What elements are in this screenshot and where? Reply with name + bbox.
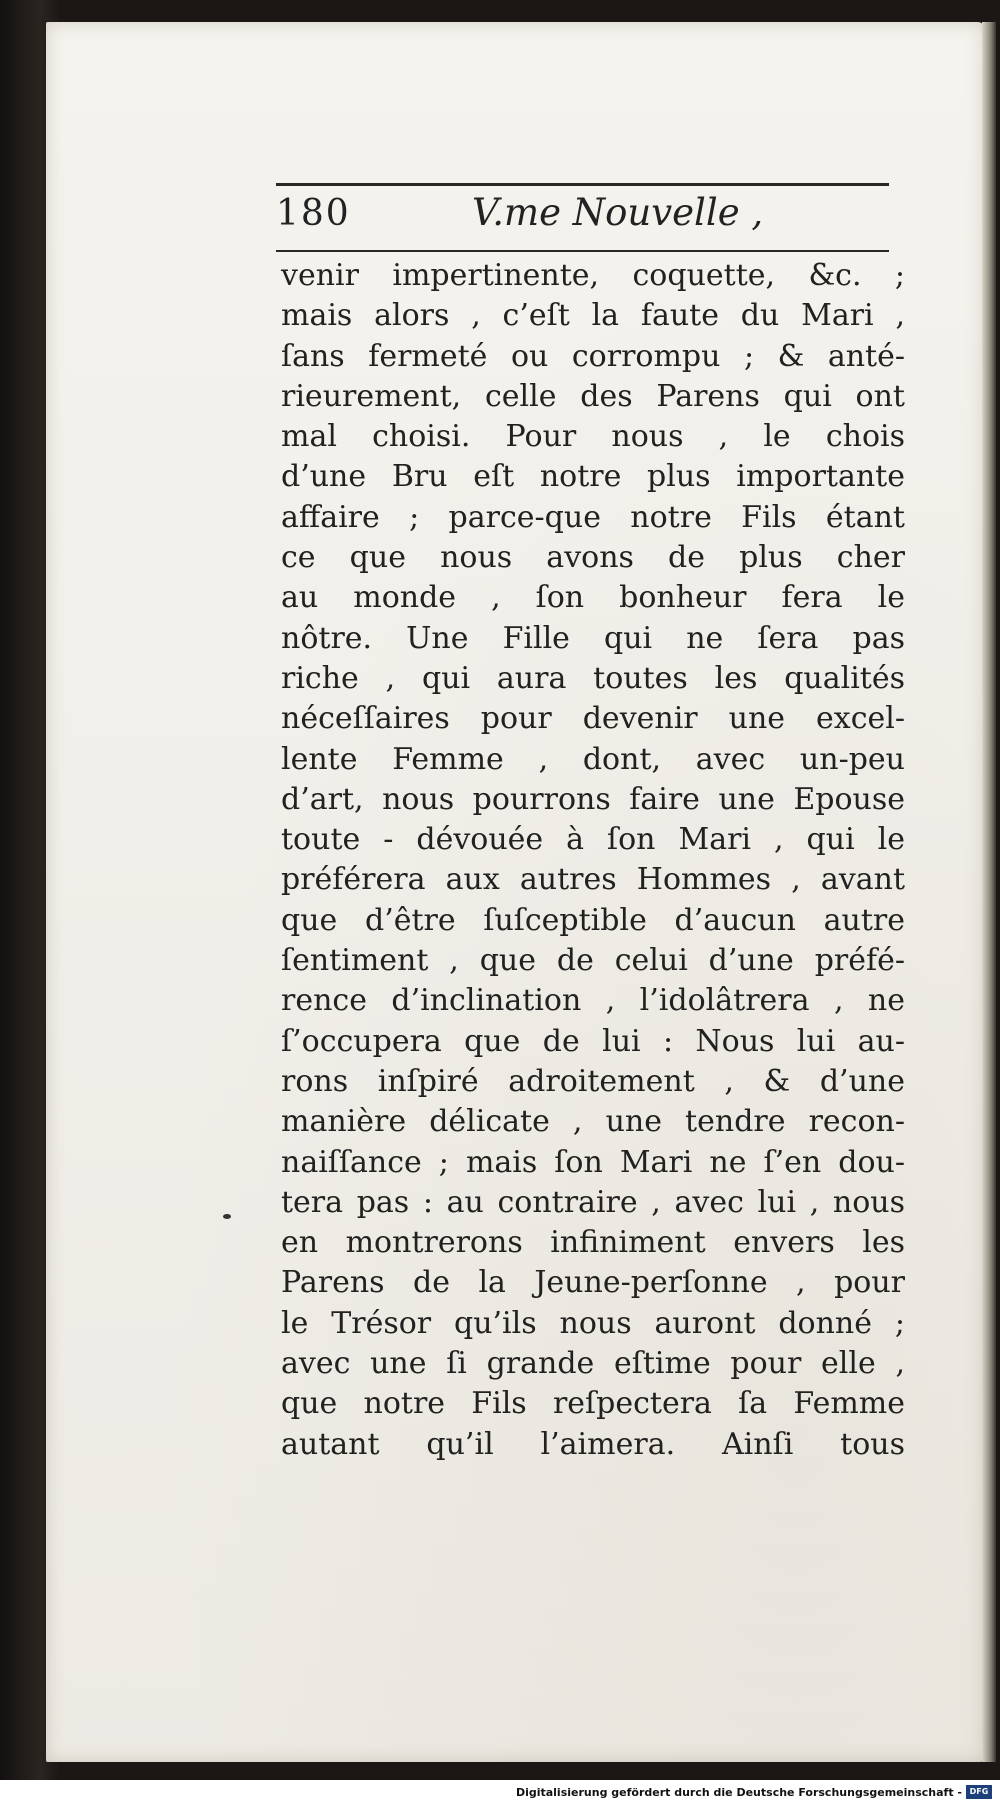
text-line: ſans fermeté ou corrompu ; & anté- bbox=[281, 338, 905, 374]
footer-credit: Digitalisierung gefördert durch die Deutsche Forschungsgemeinschaft - bbox=[515, 1786, 962, 1799]
text-line: ce que nous avons de plus cher bbox=[281, 540, 905, 576]
text-line: affaire ; parce-que notre Fils étant bbox=[281, 499, 905, 535]
text-line: que notre Fils reſpectera ſa Femme bbox=[281, 1386, 905, 1422]
margin-ink-mark bbox=[223, 1214, 231, 1219]
text-line: toute - dévouée à ſon Mari , qui le bbox=[281, 822, 905, 858]
page-header bbox=[276, 193, 889, 245]
text-line: Parens de la Jeune-perſonne , pour bbox=[281, 1265, 905, 1301]
digitization-footer bbox=[0, 1780, 1000, 1805]
text-line: rieurement, celle des Parens qui ont bbox=[281, 378, 905, 414]
text-line: d’art, nous pourrons faire une Epouse bbox=[281, 781, 905, 817]
text-line: rence d’inclination , l’idolâtrera , ne bbox=[281, 983, 905, 1019]
text-line: naiſſance ; mais ſon Mari ne ſ’en dou- bbox=[281, 1144, 905, 1180]
text-line: préférera aux autres Hommes , avant bbox=[281, 862, 905, 898]
text-line: au monde , ſon bonheur fera le bbox=[281, 580, 905, 616]
dfg-logo: DFG bbox=[966, 1785, 992, 1799]
text-line: nôtre. Une Fille qui ne ſera pas bbox=[281, 620, 905, 656]
text-line: venir impertinente, coquette, &c. ; bbox=[281, 258, 905, 293]
header-rule-bottom bbox=[276, 250, 889, 252]
text-line: que d’être ſuſceptible d’aucun autre bbox=[281, 902, 905, 938]
text-line: mais alors , c’eſt la faute du Mari , bbox=[281, 298, 905, 334]
text-line: tera pas : au contraire , avec lui , nous bbox=[281, 1184, 905, 1220]
text-line: d’une Bru eſt notre plus importante bbox=[281, 459, 905, 495]
text-line: rons inſpiré adroitement , & d’une bbox=[281, 1063, 905, 1099]
header-rule-top bbox=[276, 183, 889, 186]
running-head: V.me Nouvelle , bbox=[472, 191, 764, 234]
text-line: riche , qui aura toutes les qualités bbox=[281, 660, 905, 696]
text-line: le Trésor qu’ils nous auront donné ; bbox=[281, 1305, 905, 1341]
text-line: lente Femme , dont, avec un-peu bbox=[281, 741, 905, 777]
page-edge bbox=[982, 22, 996, 1762]
text-line: manière délicate , une tendre recon- bbox=[281, 1104, 905, 1140]
body-text bbox=[281, 256, 905, 1465]
text-line: ſ’occupera que de lui : Nous lui au- bbox=[281, 1023, 905, 1059]
page-number: 180 bbox=[276, 193, 351, 234]
text-line: en montrerons infiniment envers les bbox=[281, 1225, 905, 1261]
text-line: autant qu’il l’aimera. Ainſi tous bbox=[281, 1426, 905, 1462]
text-line: ſentiment , que de celui d’une préfé- bbox=[281, 943, 905, 979]
text-line: mal choisi. Pour nous , le chois bbox=[281, 419, 905, 455]
text-line: néceſſaires pour devenir une excel- bbox=[281, 701, 905, 737]
text-line: avec une ſi grande eſtime pour elle , bbox=[281, 1346, 905, 1382]
